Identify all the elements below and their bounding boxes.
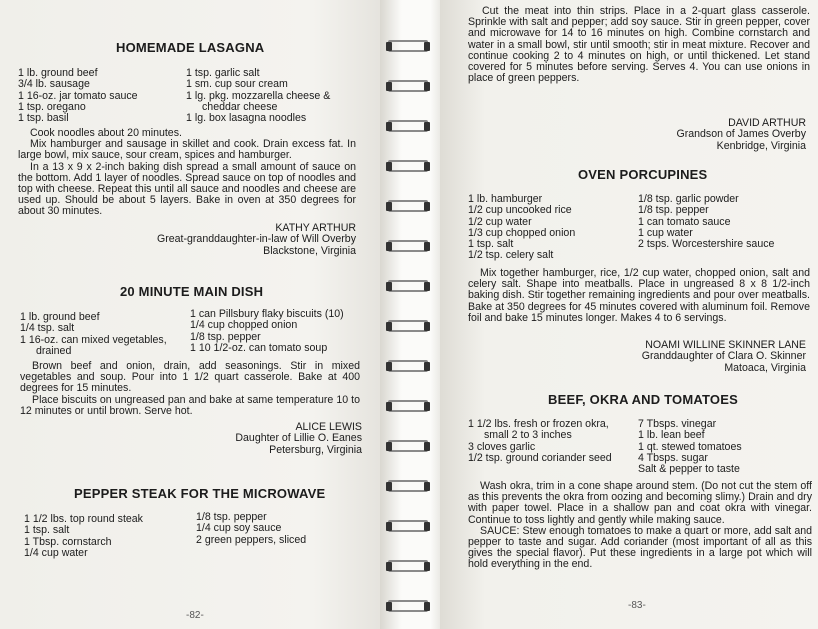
spiral-coil [388,516,432,538]
ingredient: 1/8 tsp. pepper [196,511,267,523]
credit-place: Blackstone, Virginia [263,244,356,257]
ingredient: 1/2 cup water [468,215,532,228]
coil-ring [388,400,428,412]
spiral-coil [388,156,432,178]
spiral-coil [388,476,432,498]
ingredient: 1 lb. ground beef [20,311,100,323]
coil-ring [388,600,428,612]
porcupines-directions [468,268,810,324]
lasagna-ingredients-col2 [186,68,330,124]
right-page [440,0,818,629]
porcupines-ingredients-col1 [468,194,575,262]
punch-hole [386,522,392,531]
punch-hole [386,242,392,251]
lasagna-credit [120,223,356,257]
spiral-coil [388,436,432,458]
ingredient: 1 lb. ground beef [18,67,98,79]
main-dish-credit [120,422,362,456]
ingredient: 1 16-oz. jar tomato sauce [18,89,138,102]
punch-hole [424,522,430,531]
punch-hole [424,162,430,171]
spiral-coil [388,396,432,418]
punch-hole [424,82,430,91]
coil-ring [388,120,428,132]
punch-hole [424,42,430,51]
punch-hole [386,482,392,491]
okra-ingredients-col1 [468,419,612,464]
ingredient: 2 green peppers, sliced [196,533,307,546]
ingredient: 1 1/2 lbs. top round steak [24,513,143,525]
spiral-coil [388,196,432,218]
left-page [0,0,392,629]
direction-paragraph: Mix together hamburger, rice, 1/2 cup water, chopped onion, salt and celery salt. Shape into meatballs. Place in ungreased 8 x 8 1/2-inch baking dish. Stir together remaining ingredients and pour over meatballs. Bake at 350 degrees for 45 minutes covered with aluminum foil. Remove foil and bake 15 minutes longer. Makes 4 to 6 servings. [468,267,810,324]
direction-paragraph: Wash okra, trim in a cone shape around stem. (Do not cut the stem off as this prevents the okra from oozing and becoming slimy.) Drain and dry with paper towel. Place in a shallow pan and coat okra with vinegar. Continue to toss lightly and gently while making sauce. [468,480,812,526]
coil-ring [388,240,428,252]
coil-ring [388,440,428,452]
ingredient: 1 tsp. salt [24,524,70,537]
direction-paragraph: Cut the meat into thin strips. Place in a 2-quart glass casserole. Sprinkle with salt and pepper; add soy sauce. Stir in green pepper, cover and microwave for 14 to 16 minutes on high. Combine cornstarch and water in a small bowl, stir until smooth; stir in meat mixture. Recover and continue cooking 2 to 4 minutes on high, or until thickened. Let stand covered for 5 minutes before serving. Serves 4. You can use onions in place of green peppers. [468,5,810,85]
punch-hole [424,322,430,331]
ingredient: 1/3 cup chopped onion [468,226,576,239]
direction-paragraph: Brown beef and onion, drain, add seasonings. Stir in mixed vegetables and soup. Pour into 1 1/2 quart casserole. Bake at 400 degrees for 15 minutes. [20,360,360,395]
spiral-coil [388,236,432,258]
punch-hole [386,122,392,131]
okra-title: BEEF, OKRA AND TOMATOES [548,392,738,407]
ingredient: 1 10 1/2-oz. can tomato soup [190,341,328,354]
ingredient: 1 lb. lean beef [638,429,705,442]
ingredient: 1 lg. pkg. mozzarella cheese & [186,89,331,102]
pepper-steak-ingredients-col2 [196,512,306,546]
punch-hole [386,82,392,91]
coil-ring [388,520,428,532]
spiral-coil [388,556,432,578]
pepper-steak-ingredients-col1 [24,514,143,559]
direction-paragraph: Mix hamburger and sausage in skillet and cook. Drain excess fat. In large bowl, mix sauce, sour cream, spices and hamburger. [18,138,356,162]
porcupines-title: OVEN PORCUPINES [578,167,708,182]
punch-hole [424,602,430,611]
punch-hole [386,442,392,451]
direction-paragraph: SAUCE: Stew enough tomatoes to make a quart or more, add salt and pepper to taste and sugar. Add coriander (most important of all as this gives the special flavor). Put these ingredients in a large pot which will hold everything in the end. [468,524,812,571]
ingredient: 1/8 tsp. pepper [638,204,709,217]
ingredient: Salt & pepper to taste [638,463,740,476]
coil-ring [388,320,428,332]
porcupines-credit [540,340,806,374]
punch-hole [424,202,430,211]
punch-hole [424,122,430,131]
punch-hole [424,402,430,411]
ingredient: 1/2 tsp. ground coriander seed [468,451,612,464]
ingredient: 1 qt. stewed tomatoes [638,440,742,453]
ingredient: 1/4 cup soy sauce [196,522,282,535]
coil-ring [388,200,428,212]
credit-relation: Daughter of Lillie O. Eanes [235,432,362,445]
main-dish-ingredients-col2 [190,309,344,354]
lasagna-directions [18,128,356,218]
punch-hole [386,202,392,211]
punch-hole [424,482,430,491]
credit-name: NOAMI WILLINE SKINNER LANE [645,339,806,351]
ingredient: 1/2 cup uncooked rice [468,204,572,217]
porcupines-ingredients-col2 [638,194,774,250]
credit-place: Matoaca, Virginia [724,361,806,374]
ingredient: 1 can tomato sauce [638,215,731,228]
ingredient: 1/8 tsp. pepper [190,330,261,343]
credit-place: Petersburg, Virginia [269,443,362,456]
pepper-steak-title: PEPPER STEAK FOR THE MICROWAVE [74,486,326,501]
punch-hole [386,42,392,51]
spiral-coil [388,356,432,378]
ingredient: 1/4 tsp. salt [20,322,75,335]
page-number-right: -83- [628,600,646,611]
coil-ring [388,560,428,572]
credit-name: KATHY ARTHUR [275,222,356,234]
ingredient: 1 tsp. basil [18,112,69,125]
ingredient: 1/4 cup water [24,546,88,559]
main-dish-title: 20 MINUTE MAIN DISH [120,284,264,299]
okra-directions [468,481,812,571]
coil-ring [388,280,428,292]
credit-place: Kenbridge, Virginia [716,139,806,152]
coil-ring [388,40,428,52]
punch-hole [424,442,430,451]
page-number-left: -82- [186,610,204,621]
spiral-coil [388,316,432,338]
spiral-coil [388,76,432,98]
coil-ring [388,80,428,92]
okra-ingredients-col2 [638,419,742,475]
spiral-coil [388,116,432,138]
punch-hole [424,242,430,251]
ingredient: 1 cup water [638,226,693,239]
pepper-steak-continued-directions [468,6,810,84]
punch-hole [386,562,392,571]
ingredient: 1 lb. hamburger [468,193,543,205]
spiral-coil [388,276,432,298]
pepper-steak-credit [560,118,806,152]
ingredient: 1 1/2 lbs. fresh or frozen okra, [468,418,609,430]
coil-ring [388,360,428,372]
lasagna-ingredients-col1 [18,68,138,124]
ingredient: 1 Tbsp. cornstarch [24,535,112,548]
ingredient: 3 cloves garlic [468,440,536,453]
punch-hole [386,362,392,371]
ingredient: drained [36,344,72,357]
coil-ring [388,160,428,172]
ingredient: 1 tsp. garlic salt [186,67,260,79]
direction-paragraph: Cook noodles about 20 minutes. [30,127,182,139]
lasagna-title: HOMEMADE LASAGNA [116,40,265,55]
ingredient: small 2 to 3 inches [484,429,572,442]
direction-paragraph: In a 13 x 9 x 2-inch baking dish spread a small amount of sauce on the bottom. Add 1 layer of noodles. Spread sauce on top of noodles and top with cheese. Repeat this until all sauce and noodles and cheese are used up. Should be about 5 layers. Bake in oven at 350 degrees for about 30 minutes. [18,160,356,218]
punch-hole [386,402,392,411]
ingredient: 7 Tbsps. vinegar [638,418,717,430]
punch-hole [424,562,430,571]
ingredient: 2 tsps. Worcestershire sauce [638,238,775,251]
ingredient: 1 sm. cup sour cream [186,78,288,91]
main-dish-ingredients-col1 [20,312,167,357]
credit-relation: Granddaughter of Clara O. Skinner [641,350,806,363]
main-dish-directions [20,361,360,417]
punch-hole [424,282,430,291]
punch-hole [424,362,430,371]
credit-name: DAVID ARTHUR [728,117,806,129]
credit-relation: Great-granddaughter-in-law of Will Overby [156,233,356,246]
punch-hole [386,602,392,611]
credit-relation: Grandson of James Overby [676,128,806,141]
ingredient: 1/8 tsp. garlic powder [638,193,739,205]
ingredient: 1 can Pillsbury flaky biscuits (10) [190,308,344,320]
ingredient: 4 Tbsps. sugar [638,451,708,464]
ingredient: cheddar cheese [202,100,278,113]
ingredient: 1/2 tsp. celery salt [468,249,554,262]
ingredient: 1 lg. box lasagna noodles [186,112,307,125]
ingredient: 3/4 lb. sausage [18,78,90,91]
coil-ring [388,480,428,492]
punch-hole [386,322,392,331]
ingredient: 1 tsp. salt [468,238,514,251]
ingredient: 1 tsp. oregano [18,100,86,113]
punch-hole [386,162,392,171]
direction-paragraph: Place biscuits on ungreased pan and bake at same temperature 10 to 12 minutes or until brown. Serve hot. [20,393,360,417]
punch-hole [386,282,392,291]
ingredient: 1/4 cup chopped onion [190,319,298,332]
spiral-coil [388,36,432,58]
ingredient: 1 16-oz. can mixed vegetables, [20,333,167,346]
spiral-coil [388,596,432,618]
credit-name: ALICE LEWIS [295,421,362,433]
